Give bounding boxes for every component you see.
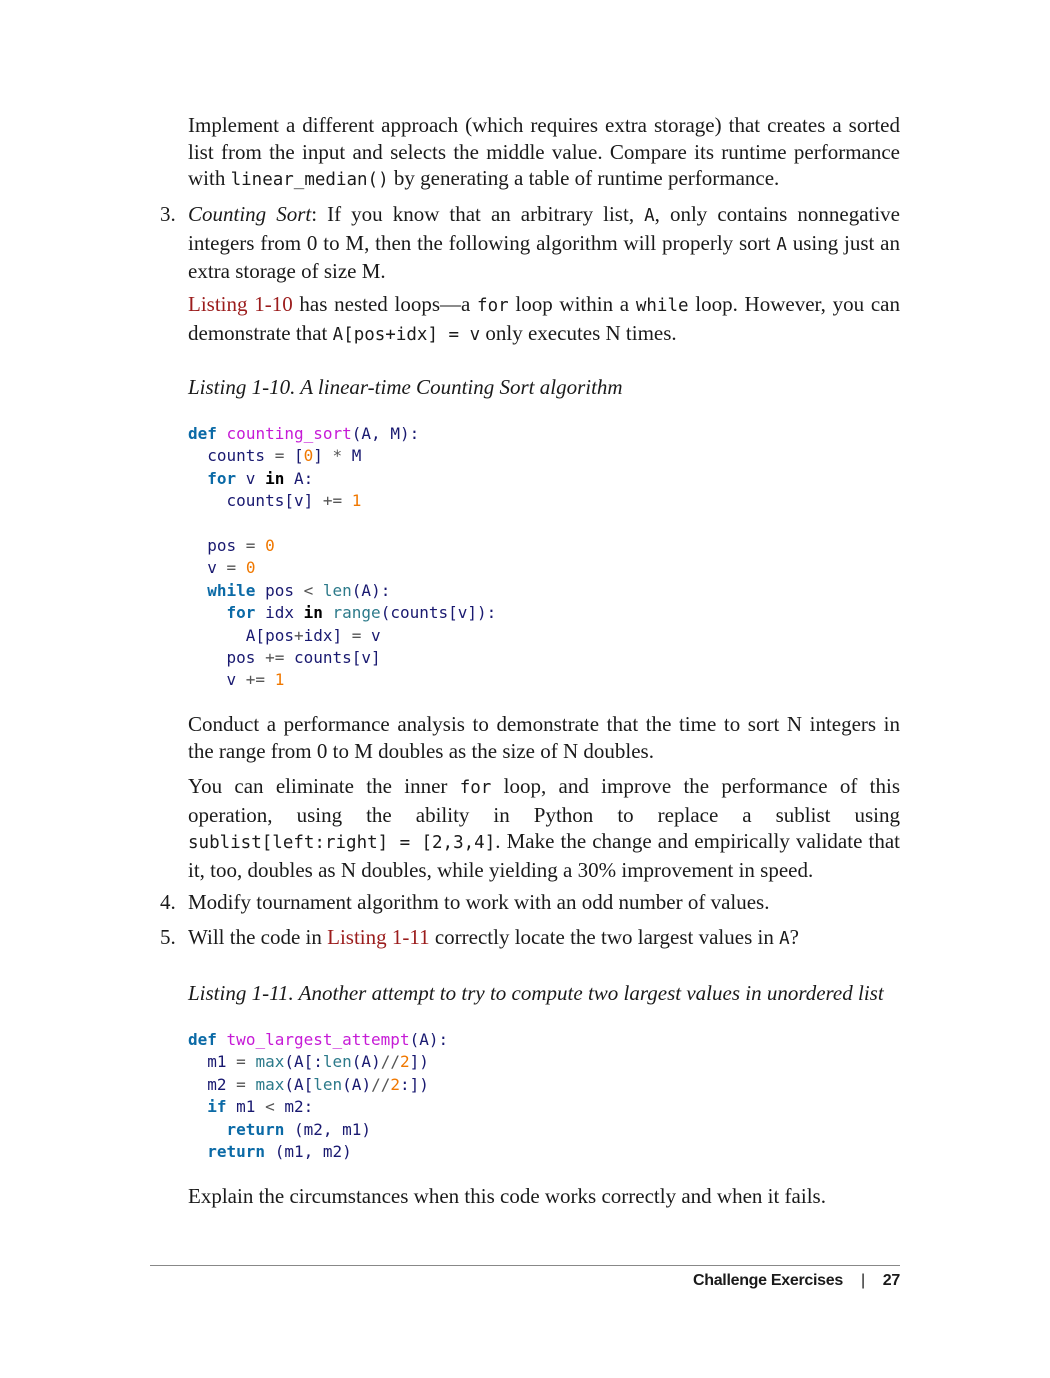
- code-listing-1-10: def counting_sort(A, M): counts = [0] * M for v in A: counts[v] += 1 pos = 0 v = 0 while pos < len(A): for idx in range(counts[v]): A[pos+idx] = v pos += counts[v] v += 1: [188, 424, 497, 690]
- code-listing-1-11: def two_largest_attempt(A): m1 = max(A[:len(A)//2]) m2 = max(A[len(A)//2:]) if m1 < m2: return (m2, m1) return (m1, m2): [188, 1030, 449, 1162]
- footer-section-title: Challenge Exercises: [692, 1272, 843, 1289]
- item5-paragraph: Will the code in Listing 1-11 correctly locate the two largest values in A?: [188, 925, 799, 949]
- inline-code: linear_median(): [230, 170, 389, 190]
- item-number-4: 4.: [160, 890, 176, 914]
- listing-caption: Listing 1-10. A linear-time Counting Sort algorithm: [188, 375, 623, 399]
- intro-paragraph: Implement a different approach (which requires extra storage) that creates a sorted list from the input and selects the middle value. Compare its runtime performance with linear_median() by generating a table of runtime performance.: [188, 113, 900, 190]
- footer-divider: [150, 1265, 900, 1266]
- item-number-3: 3.: [160, 202, 176, 226]
- term: Counting Sort: [188, 202, 312, 226]
- item5-paragraph-2: Explain the circumstances when this code works correctly and when it fails.: [188, 1184, 826, 1208]
- item3-paragraph: Counting Sort: If you know that an arbitrary list, A, only contains nonnegative integers from 0 to M, then the following algorithm will properly sort A using just an extra storage of size M.: [188, 202, 901, 283]
- page-footer: [693, 1272, 900, 1290]
- item3-paragraph-4: You can eliminate the inner for loop, and improve the performance of this operation, using the ability in Python to replace a sublist using sublist[left:right] = [2,3,4]. Make the change and empirically validate that it, too, doubles as N doubles, while yielding a 30% improvement in speed.: [188, 774, 900, 882]
- footer-separator: |: [860, 1272, 865, 1289]
- listing-link[interactable]: Listing 1-10: [188, 292, 293, 316]
- item3-paragraph-2: Listing 1-10 has nested loops—a for loop within a while loop. However, you can demonstrate that A[pos+idx] = v only executes N times.: [188, 292, 900, 345]
- item-number-5: 5.: [160, 925, 176, 949]
- listing-link[interactable]: Listing 1-11: [327, 925, 430, 949]
- page-number: 27: [882, 1272, 900, 1289]
- listing-caption: Listing 1-11. Another attempt to try to compute two largest values in unordered list: [188, 981, 884, 1005]
- item3-paragraph-3: Conduct a performance analysis to demonstrate that the time to sort N integers in the range from 0 to M doubles as the size of N doubles.: [188, 712, 900, 763]
- item4-paragraph: Modify tournament algorithm to work with an odd number of values.: [188, 890, 770, 914]
